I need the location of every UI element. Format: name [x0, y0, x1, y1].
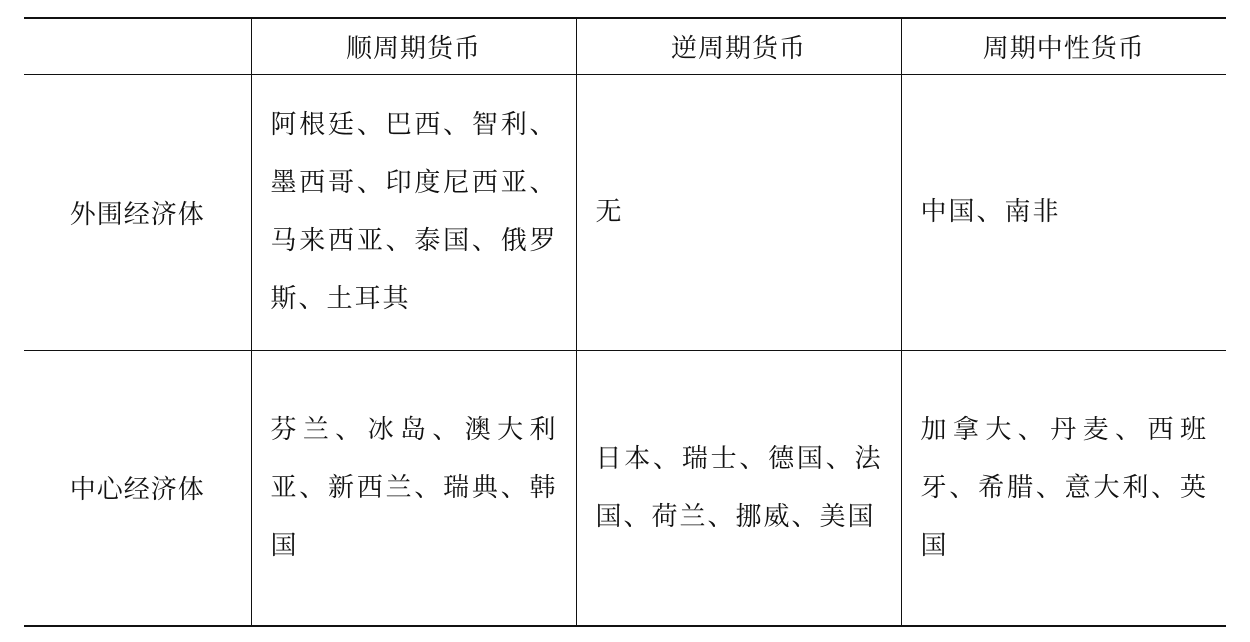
cell-peripheral-countercyclical: 无	[576, 74, 901, 350]
header-countercyclical: 逆周期货币	[576, 18, 901, 74]
row-label-peripheral: 外围经济体	[24, 74, 251, 350]
table-row	[24, 350, 1226, 626]
header-cycle-neutral: 周期中性货币	[901, 18, 1226, 74]
table	[24, 17, 1226, 627]
cell-peripheral-procyclical: 阿根廷、巴西、智利、墨西哥、印度尼西亚、马来西亚、泰国、俄罗斯、土耳其	[251, 74, 576, 350]
currency-classification-table	[24, 17, 1226, 627]
header-row	[24, 18, 1226, 74]
cell-core-countercyclical: 日本、瑞士、德国、法国、荷兰、挪威、美国	[576, 350, 901, 626]
row-label-core: 中心经济体	[24, 350, 251, 626]
header-corner-cell	[24, 18, 251, 74]
cell-peripheral-neutral: 中国、南非	[901, 74, 1226, 350]
cell-core-neutral: 加拿大、丹麦、西班牙、希腊、意大利、英国	[901, 350, 1226, 626]
table-row	[24, 74, 1226, 350]
header-procyclical: 顺周期货币	[251, 18, 576, 74]
cell-core-procyclical: 芬兰、冰岛、澳大利亚、新西兰、瑞典、韩国	[251, 350, 576, 626]
